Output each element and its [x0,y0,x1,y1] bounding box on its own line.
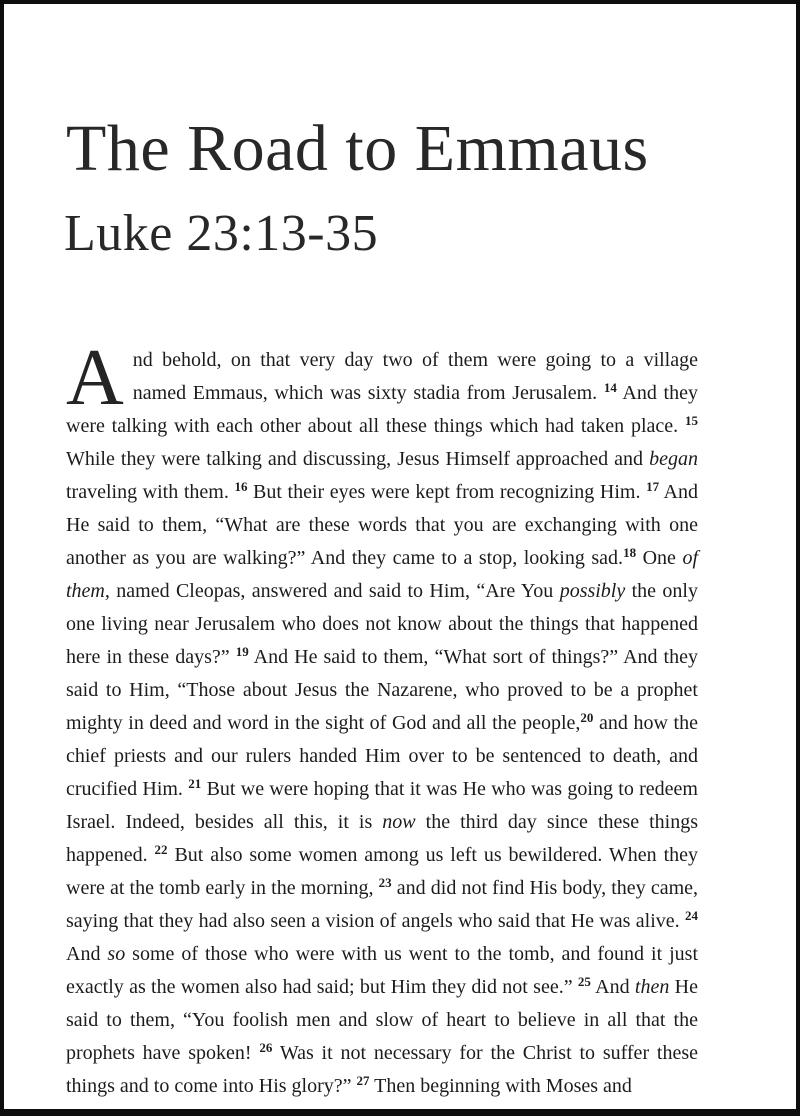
verse-number: 20 [580,710,594,725]
verse-number: 21 [188,776,202,791]
passage-text-italic: began [649,448,698,470]
passage-text: And He said to them, “What sort of things?” And they said to Him, “Those about Jesus the Nazarene, who proved to be a prophet mighty in deed and word in the sight of God and all the people, [66,646,698,734]
verse-number: 15 [685,413,698,428]
drop-cap: A [66,334,124,422]
passage-text: One [636,547,683,569]
passage-text: traveling with them. [66,481,235,503]
passage-text: the only one living near Jerusalem who does not know about the things that happened here in these days?” [66,580,698,668]
passage-text: But we were hoping that it was He who was going to redeem Israel. Indeed, besides all this, it is [66,778,698,833]
passage-text: Then beginning with Moses and [369,1075,632,1097]
passage-text: the third day since these things happened. [66,811,698,866]
verse-number: 17 [646,479,660,494]
passage-body [66,349,698,1097]
passage-text-italic: of them, [66,547,698,602]
passage-text-italic: then [634,976,670,998]
passage-text: And [590,976,635,998]
passage-text: Was it not necessary for the Christ to suffer these things and to come into His glory?” [66,1042,698,1097]
verse-number: 26 [259,1040,273,1055]
verse-number: 14 [603,380,617,395]
passage-text: nd behold, on that very day two of them were going to a village named Emmaus, which was sixty stadia from Jerusalem. [132,349,698,404]
passage-text: But their eyes were kept from recognizing Him. [247,481,647,503]
verse-number: 24 [685,908,698,923]
passage-text: And He said to them, “What are these words that you are exchanging with one another as you are walking?” And they came to a stop, looking sad. [66,481,699,569]
passage-text: But also some women among us left us bewildered. When they were at the tomb early in the morning, [66,844,699,899]
passage-text: and did not find His body, they came, saying that they had also seen a vision of angels who said that He was alive. [66,877,699,932]
passage-text-italic: possibly [559,580,626,602]
verse-number: 27 [356,1073,370,1088]
verse-number: 19 [235,644,249,659]
passage-text: And they were talking with each other about all these things which had taken place. [66,382,698,437]
passage-text: named Cleopas, answered and said to Him, “Are You [109,580,560,602]
verse-number: 16 [234,479,248,494]
passage-text: While they were talking and discussing, Jesus Himself approached and [66,448,650,470]
passage-text: and how the chief priests and our rulers handed Him over to be sentenced to death, and crucified Him. [66,712,698,800]
passage-text-italic: now [382,811,416,833]
passage-text-italic: so [107,943,126,965]
passage-text: He said to them, “You foolish men and slow of heart to believe in all that the prophets have spoken! [66,976,699,1064]
passage-text: some of those who were with us went to the tomb, and found it just exactly as the women also had said; but Him they did not see.” [66,943,698,998]
verse-number: 23 [378,875,392,890]
verse-number: 22 [154,842,168,857]
page-title: The Road to Emmaus [66,112,649,185]
passage-paragraph [66,334,699,1103]
verse-number: 18 [623,545,637,560]
page-subtitle: Luke 23:13-35 [64,205,379,262]
passage-text: And [66,943,108,965]
verse-number: 25 [577,974,591,989]
